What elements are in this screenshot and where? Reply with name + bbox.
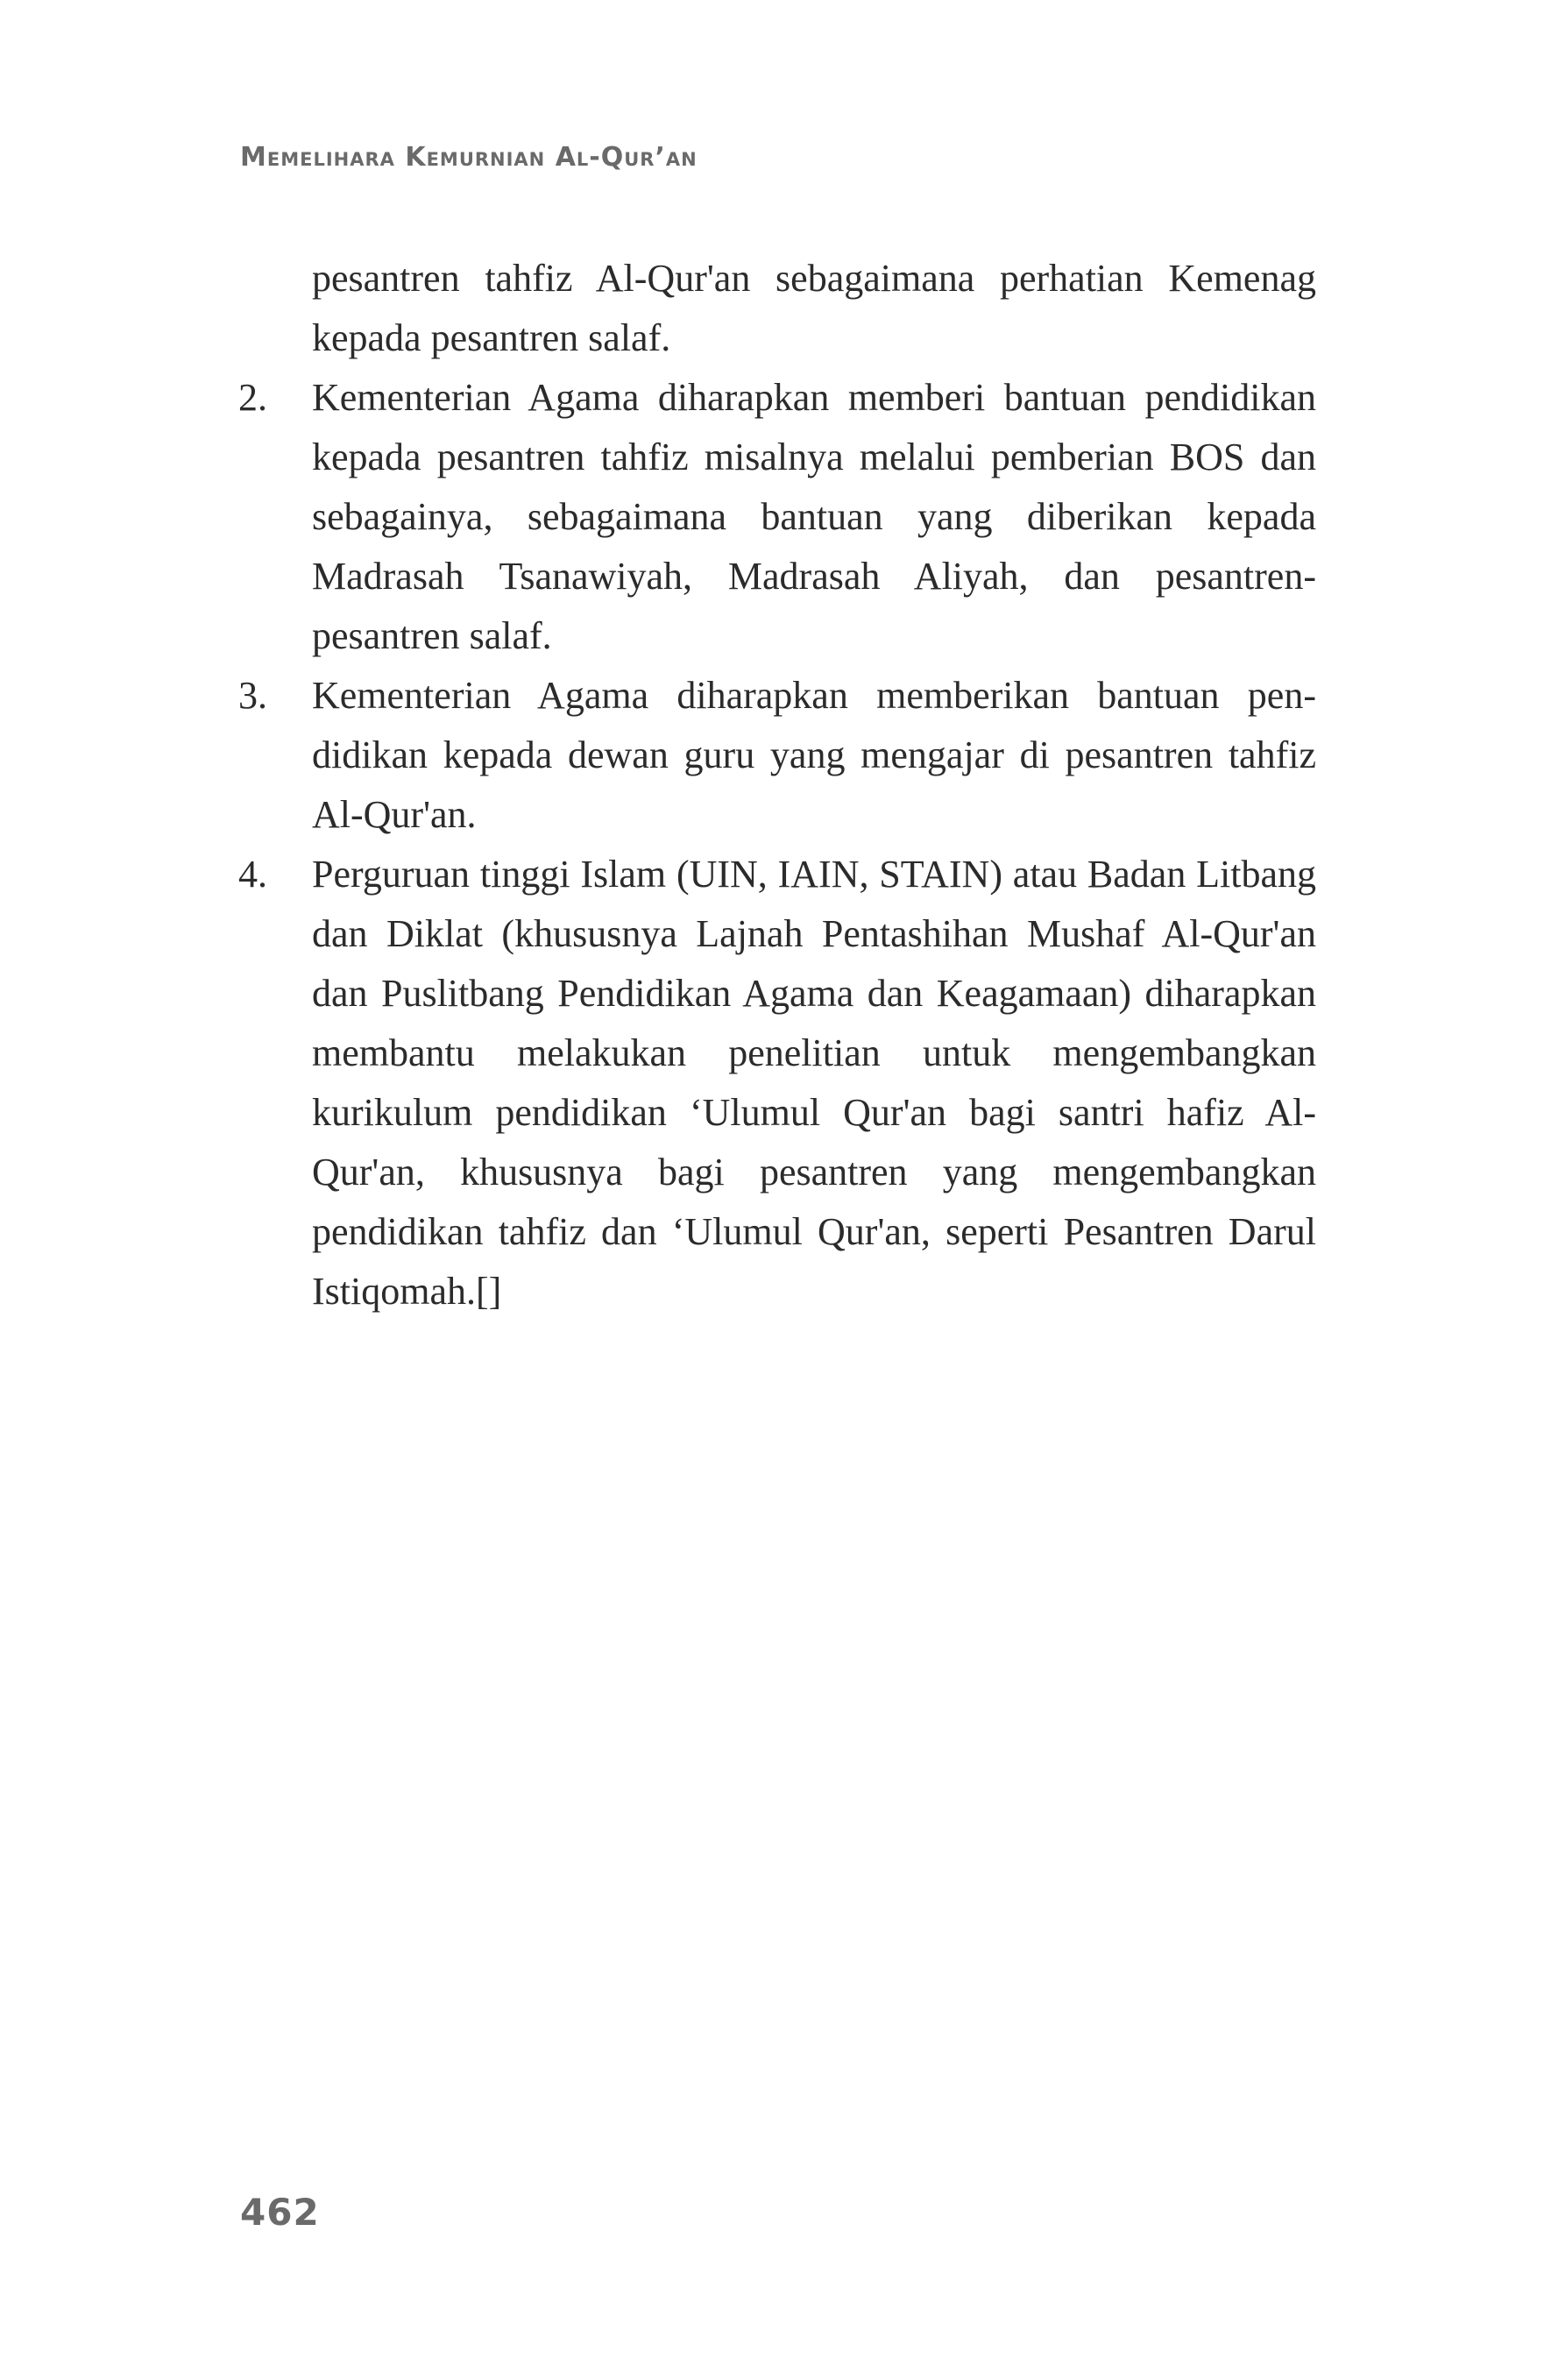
list-item-number: 3. (238, 674, 267, 717)
page-body (238, 249, 1316, 1321)
continuation-paragraph: pesantren tahfiz Al-Qur'an sebagaimana perhatian Kemenag kepada pesantren salaf. (312, 257, 1316, 359)
recommendation-list (238, 368, 1316, 1321)
list-item (238, 368, 1316, 666)
list-item-number: 2. (238, 376, 267, 419)
page-number: 462 (240, 2191, 320, 2234)
list-item-text: Perguruan tinggi Islam (UIN, IAIN, STAIN) atau Badan Litbang dan Diklat (khususnya Lajnah Pentashihan Mushaf Al-Qur'an dan Puslitbang Pendidikan Agama dan Keagamaan) diharapkan membantu melakukan penelitian untuk mengembangkan kurikulum pendidikan ‘Ulumul Qur'an bagi santri hafiz Al-Qur'an, khususnya bagi pesantren yang mengembangkan pendidikan tahfiz dan ‘Ulumul Qur'an, seperti Pesantren Darul Istiqomah.[] (312, 853, 1316, 1313)
list-item (238, 666, 1316, 845)
list-item (238, 845, 1316, 1321)
list-item-text: Kementerian Agama diharapkan memberi bantuan pendidikan kepada pesantren tahfiz misalnya melalui pemberian BOS dan sebagainya, sebagaimana bantuan yang diberikan kepada Madrasah Tsanawiyah, Madrasah Aliyah, dan pesantren-pesantren salaf. (312, 376, 1316, 657)
list-item-text: Kementerian Agama diharapkan memberikan bantuan pendidikan kepada dewan guru yang mengajar di pesantren tahfiz Al-Qur'an. (312, 674, 1316, 836)
list-item-number: 4. (238, 853, 267, 896)
running-header-title: Memelihara Kemurnian Al-Qur’an (240, 142, 698, 173)
